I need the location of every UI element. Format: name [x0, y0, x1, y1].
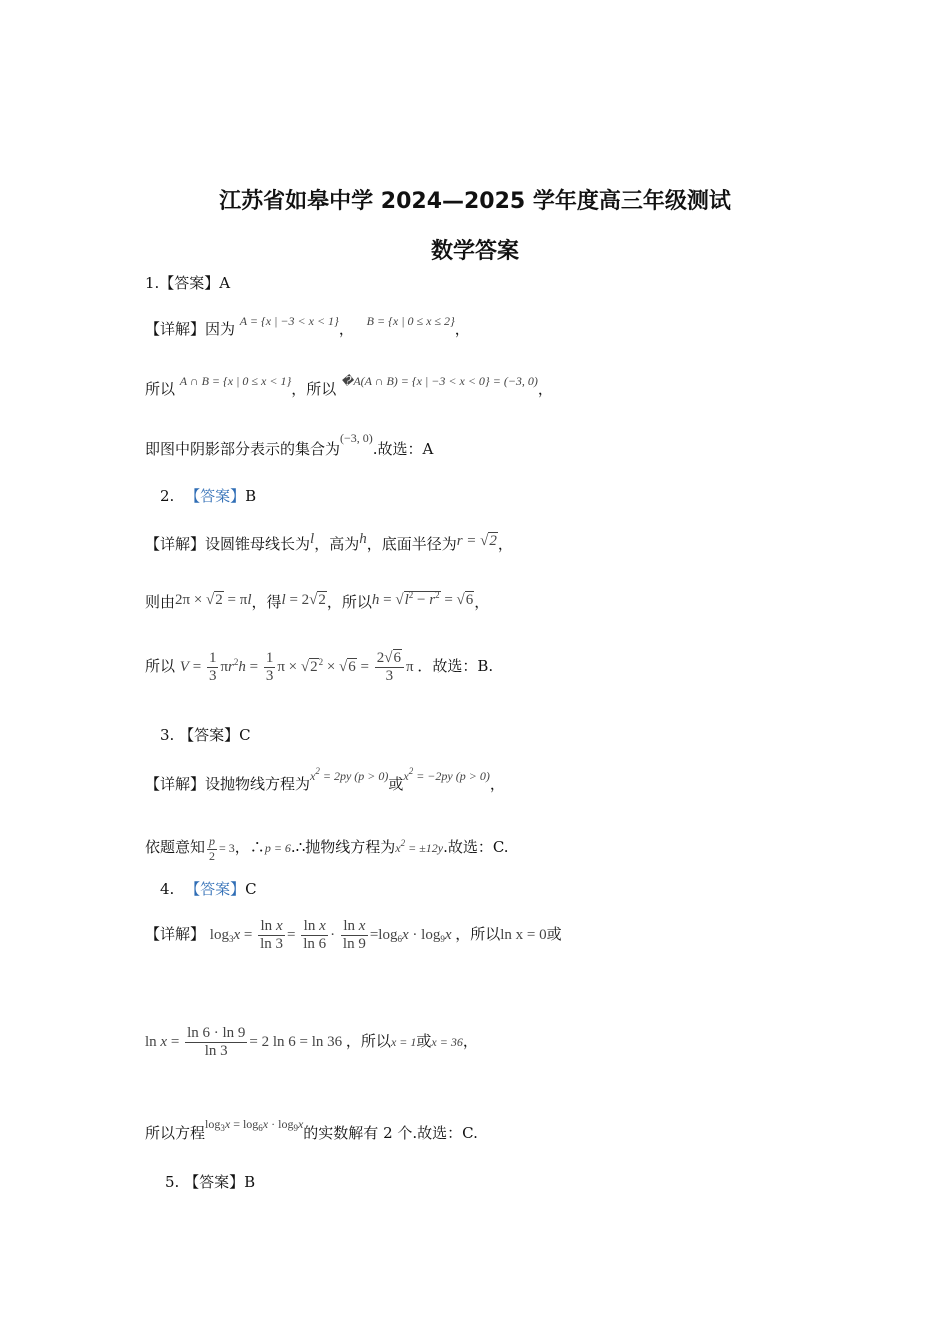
q2-radius-text: ，底面半径为: [366, 535, 457, 553]
q4-x1: x = 1: [390, 1035, 417, 1050]
q3-line2: [145, 835, 509, 864]
q3-line2-suffix: .故选：C.: [443, 838, 509, 857]
q2-var-l: l: [310, 531, 315, 547]
q3-therefore: ，∴: [234, 838, 265, 857]
q1-line3-suffix: .故选：A: [372, 440, 434, 458]
q2-eq3: $h = √l^2 - r^2 = √6$: [371, 590, 474, 608]
q2-detail-prefix: 【详解】设圆锥母线长为: [145, 535, 311, 553]
q4-or-text-2: 或: [416, 1032, 432, 1051]
q2-eq2: l = 2√2: [281, 592, 326, 608]
page-subtitle: 数学答案: [430, 239, 519, 264]
q4-line3-suffix: 的实数解有 2 个.故选：C.: [303, 1124, 478, 1142]
q3-eq5: $x^2 = \pm 12y$: [395, 838, 444, 856]
q2-line2-prefix: 则由: [145, 593, 176, 611]
q2-answer-value: B: [245, 487, 257, 505]
q2-radius-value: r = √2: [456, 533, 497, 549]
q1-set-a: A = {x | −3 < x < 1}: [239, 314, 339, 328]
q5-answer: 5. 【答案】B: [165, 1173, 256, 1191]
q3-line2-prefix: 依题意知: [145, 838, 206, 857]
q2-detail: 【详解】设圆锥母线长为l，高为h，底面半径为r = √2，: [145, 531, 513, 553]
q2-answer-label: 【答案】: [185, 487, 246, 505]
q3-eq2: x2 = −2py (p > 0): [403, 766, 490, 783]
q4-eq-lnx0: ln x = 0: [500, 927, 547, 944]
q3-conclusion: .∴抛物线方程为: [290, 838, 396, 857]
q1-detail: 【详解】因为 $^{A = \{x | -3 < x < 1\}}$， $^{B = \{x | 0 \le x \le 2\}}$，: [145, 314, 470, 338]
q2-so-text: ，所以: [326, 593, 372, 611]
q2-line2: 则由2π × √2 = πl，得l = 2√2，所以$h = √l^2 - r^2 = √6$，: [145, 590, 490, 611]
q1-line2-mid: ，所以: [291, 380, 337, 398]
q3-eq1: x2 = 2py (p > 0): [310, 766, 389, 783]
q1-line2: 所以 $^{A \cap B = \{x | 0 \le x < 1\}}$，所以 $^{�A(A \cap B) = \{x | -3 < x < 0\} = (-3, 0)}$，: [145, 374, 553, 398]
q2-var-h: h: [359, 531, 367, 547]
q4-eq3: log3x = log6x · log9x: [205, 1117, 304, 1133]
q4-detail-label: 【详解】: [145, 925, 206, 944]
q1-intersection: A ∩ B = {x | 0 ≤ x < 1}: [179, 374, 292, 388]
q2-num: 2.: [160, 487, 175, 505]
q2-got-text: ，得: [251, 593, 282, 611]
q1-complement: �A(A ∩ B) = {x | −3 < x < 0} = (−3, 0): [341, 374, 538, 388]
q3-answer: 3. 【答案】C: [160, 726, 251, 744]
q3-or-text: 或: [388, 775, 404, 793]
q4-line2-so: ，所以: [345, 1032, 391, 1051]
q4-line2: ln x = $\frac{\ln 6 \cdot \ln 9}{\ln 3}$ = 2 ln 6 = ln 36 ，所以x = 1或x = 36，: [145, 1025, 478, 1060]
q4-detail: [145, 918, 562, 954]
q4-answer: [160, 882, 257, 897]
q2-line3: [145, 650, 493, 686]
q4-answer-value: C: [245, 880, 257, 898]
page-title: 江苏省如皋中学 2024—2025 学年度高三年级测试: [219, 189, 731, 214]
q4-line3-prefix: 所以方程: [145, 1124, 206, 1142]
q4-num: 4.: [160, 880, 175, 898]
q2-answer: [160, 489, 256, 504]
q1-detail-prefix: 【详解】因为: [145, 320, 236, 338]
q4-or-text: 或: [546, 925, 562, 944]
q1-set-b: B = {x | 0 ≤ x ≤ 2}: [366, 314, 455, 328]
q1-line2-prefix: 所以: [145, 380, 176, 398]
q4-x2: x = 36: [431, 1035, 463, 1050]
q3-eq3: $\frac{p}{2}$ = 3: [209, 834, 235, 863]
q1-line3-prefix: 即图中阴影部分表示的集合为: [145, 440, 341, 458]
q4-eq1: $\log_3x$ = $\frac{\text{ln x}}{\ln 3}$ = $\frac{\text{ln x}}{\ln 6}$ · $\frac{\text{ln x}}{\ln 9}$ $=\log_6x \cdot \log_9x$: [209, 918, 452, 953]
q4-answer-label: 【答案】: [185, 880, 246, 898]
q1-answer: 1.【答案】A: [145, 274, 231, 292]
q4-eq2: ln x = $\frac{\ln 6 \cdot \ln 9}{\ln 3}$ = 2 ln 6 = ln 36: [145, 1025, 346, 1060]
q2-volume-eq: V = $\frac{1}{3}$ $\pi r^2h$ = $\frac{1}{3}$ $\pi \times √2^2 \times √6$ = $\frac{2√6}{3}$ π: [179, 650, 418, 685]
q3-detail: 【详解】设抛物线方程为$^{x^2 = 2py (p > 0)}$或$^{x^2 = -2py (p > 0)}$，: [145, 766, 505, 793]
q4-so-text: ，所以: [455, 925, 501, 944]
q2-eq1: 2π × √2 = πl: [175, 592, 252, 608]
q1-line3-value: (−3, 0): [340, 431, 373, 445]
q2-height-text: ，高为: [314, 535, 360, 553]
q2-line3-prefix: 所以: [145, 657, 176, 676]
q3-eq4: p = 6: [264, 841, 291, 856]
q1-line3: [145, 431, 434, 458]
q2-line3-suffix: ．故选：B.: [417, 657, 494, 676]
q3-detail-prefix: 【详解】设抛物线方程为: [145, 775, 311, 793]
